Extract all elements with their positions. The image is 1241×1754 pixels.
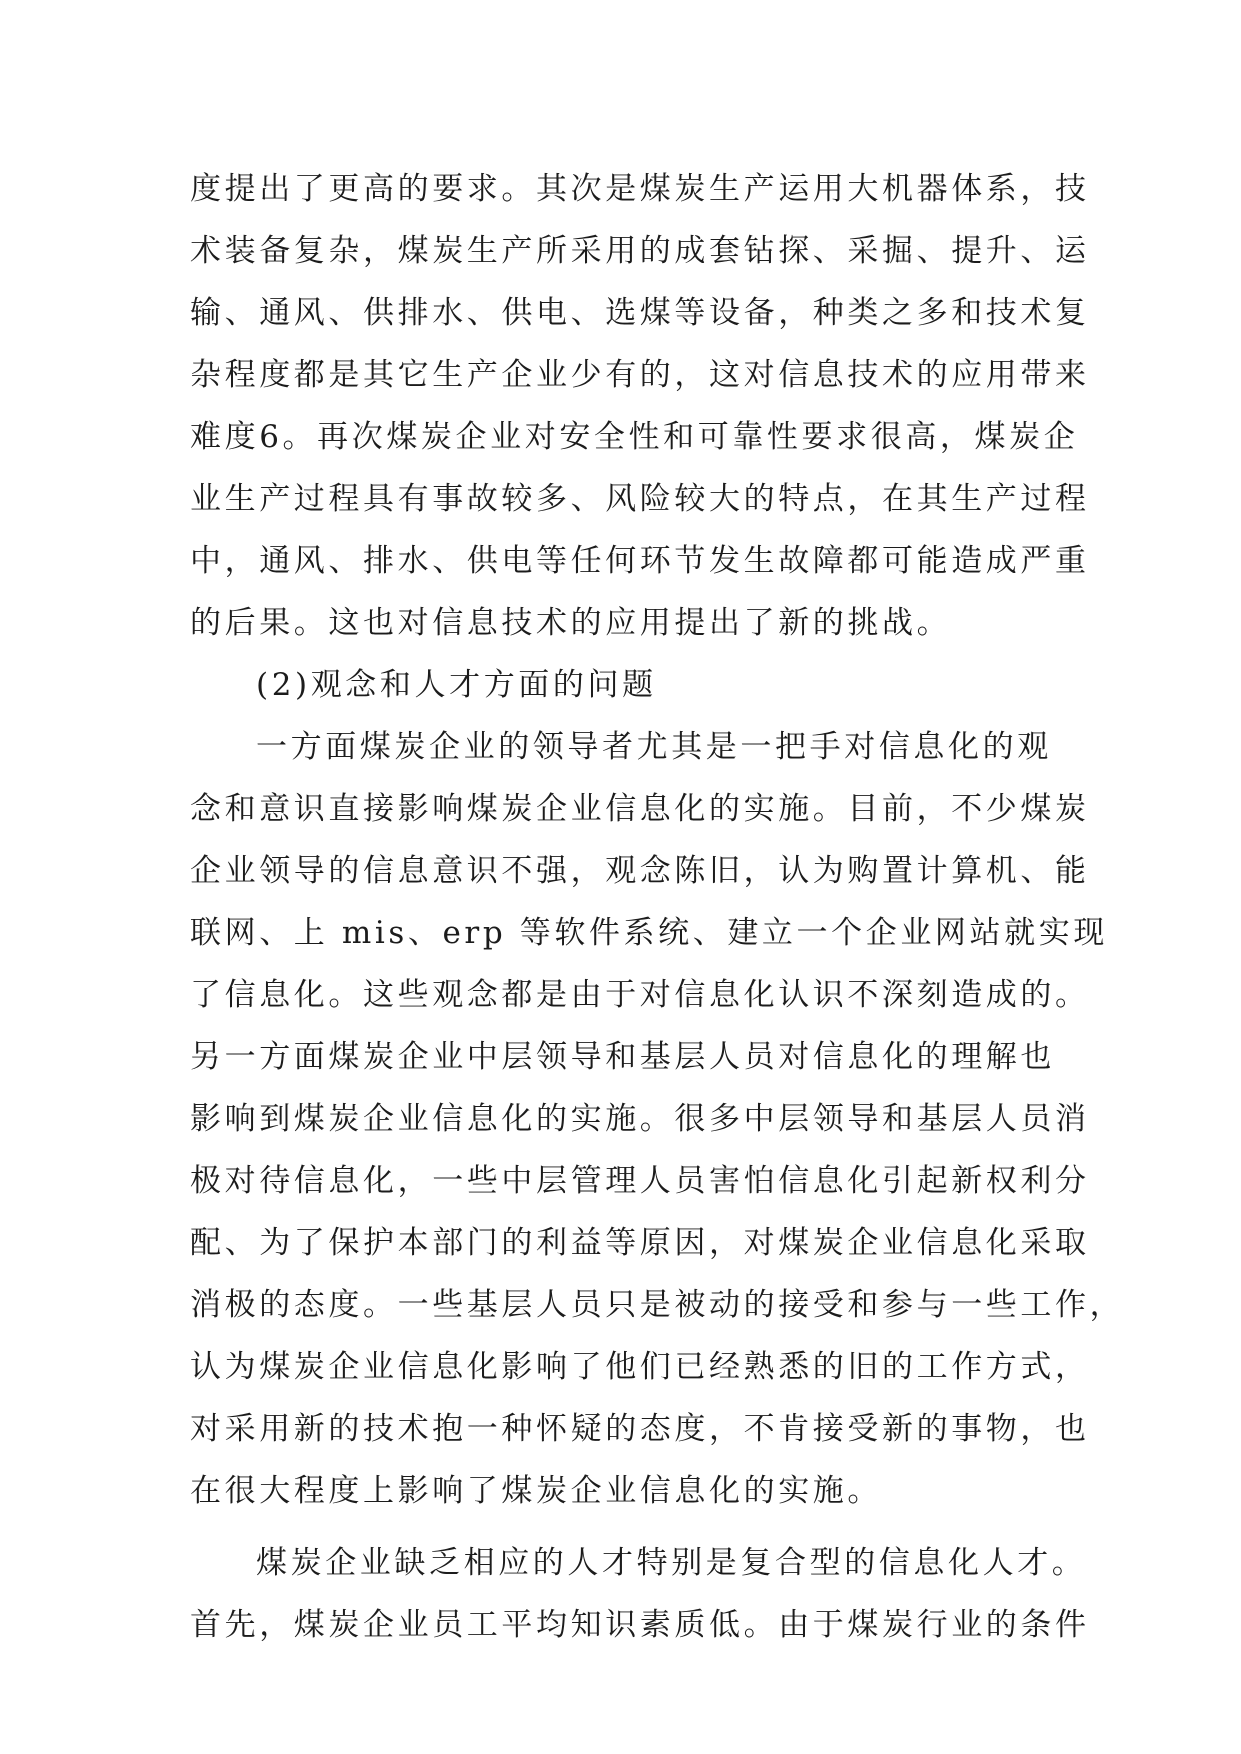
text-line: 认为煤炭企业信息化影响了他们已经熟悉的旧的工作方式， bbox=[190, 1349, 1090, 1385]
text-line: 配、为了保护本部门的利益等原因，对煤炭企业信息化采取 bbox=[190, 1225, 1090, 1261]
text-line: 业生产过程具有事故较多、风险较大的特点，在其生产过程 bbox=[190, 481, 1090, 517]
text-line: 念和意识直接影响煤炭企业信息化的实施。目前，不少煤炭 bbox=[190, 791, 1090, 827]
text-line: 极对待信息化，一些中层管理人员害怕信息化引起新权利分 bbox=[190, 1163, 1090, 1199]
text-line: 一方面煤炭企业的领导者尤其是一把手对信息化的观 bbox=[256, 729, 1052, 765]
text-line: 输、通风、供排水、供电、选煤等设备，种类之多和技术复 bbox=[190, 295, 1090, 331]
text-line: 术装备复杂，煤炭生产所采用的成套钻探、采掘、提升、运 bbox=[190, 233, 1090, 269]
section-heading: (2)观念和人才方面的问题 bbox=[256, 667, 657, 703]
text-line: 了信息化。这些观念都是由于对信息化认识不深刻造成的。 bbox=[190, 977, 1090, 1013]
text-line: 度提出了更高的要求。其次是煤炭生产运用大机器体系，技 bbox=[190, 171, 1090, 207]
text-line: 企业领导的信息意识不强，观念陈旧，认为购置计算机、能 bbox=[190, 853, 1090, 889]
text-line: 另一方面煤炭企业中层领导和基层人员对信息化的理解也 bbox=[190, 1039, 1055, 1075]
text-line: 对采用新的技术抱一种怀疑的态度，不肯接受新的事物，也 bbox=[190, 1411, 1090, 1447]
text-line: 中，通风、排水、供电等任何环节发生故障都可能造成严重 bbox=[190, 543, 1090, 579]
text-line: 杂程度都是其它生产企业少有的，这对信息技术的应用带来 bbox=[190, 357, 1090, 393]
body-text bbox=[190, 158, 1125, 1656]
text-line: 的后果。这也对信息技术的应用提出了新的挑战。 bbox=[190, 605, 952, 641]
text-line: 难度6。再次煤炭企业对安全性和可靠性要求很高，煤炭企 bbox=[190, 419, 1079, 455]
text-line: 在很大程度上影响了煤炭企业信息化的实施。 bbox=[190, 1473, 882, 1509]
text-line: 煤炭企业缺乏相应的人才特别是复合型的信息化人才。 bbox=[256, 1545, 1087, 1581]
text-line: 影响到煤炭企业信息化的实施。很多中层领导和基层人员消 bbox=[190, 1101, 1090, 1137]
text-line: 首先，煤炭企业员工平均知识素质低。由于煤炭行业的条件 bbox=[190, 1607, 1090, 1643]
text-line: 消极的态度。一些基层人员只是被动的接受和参与一些工作， bbox=[190, 1287, 1125, 1323]
text-line: 联网、上 mis、erp 等软件系统、建立一个企业网站就实现 bbox=[190, 915, 1108, 951]
